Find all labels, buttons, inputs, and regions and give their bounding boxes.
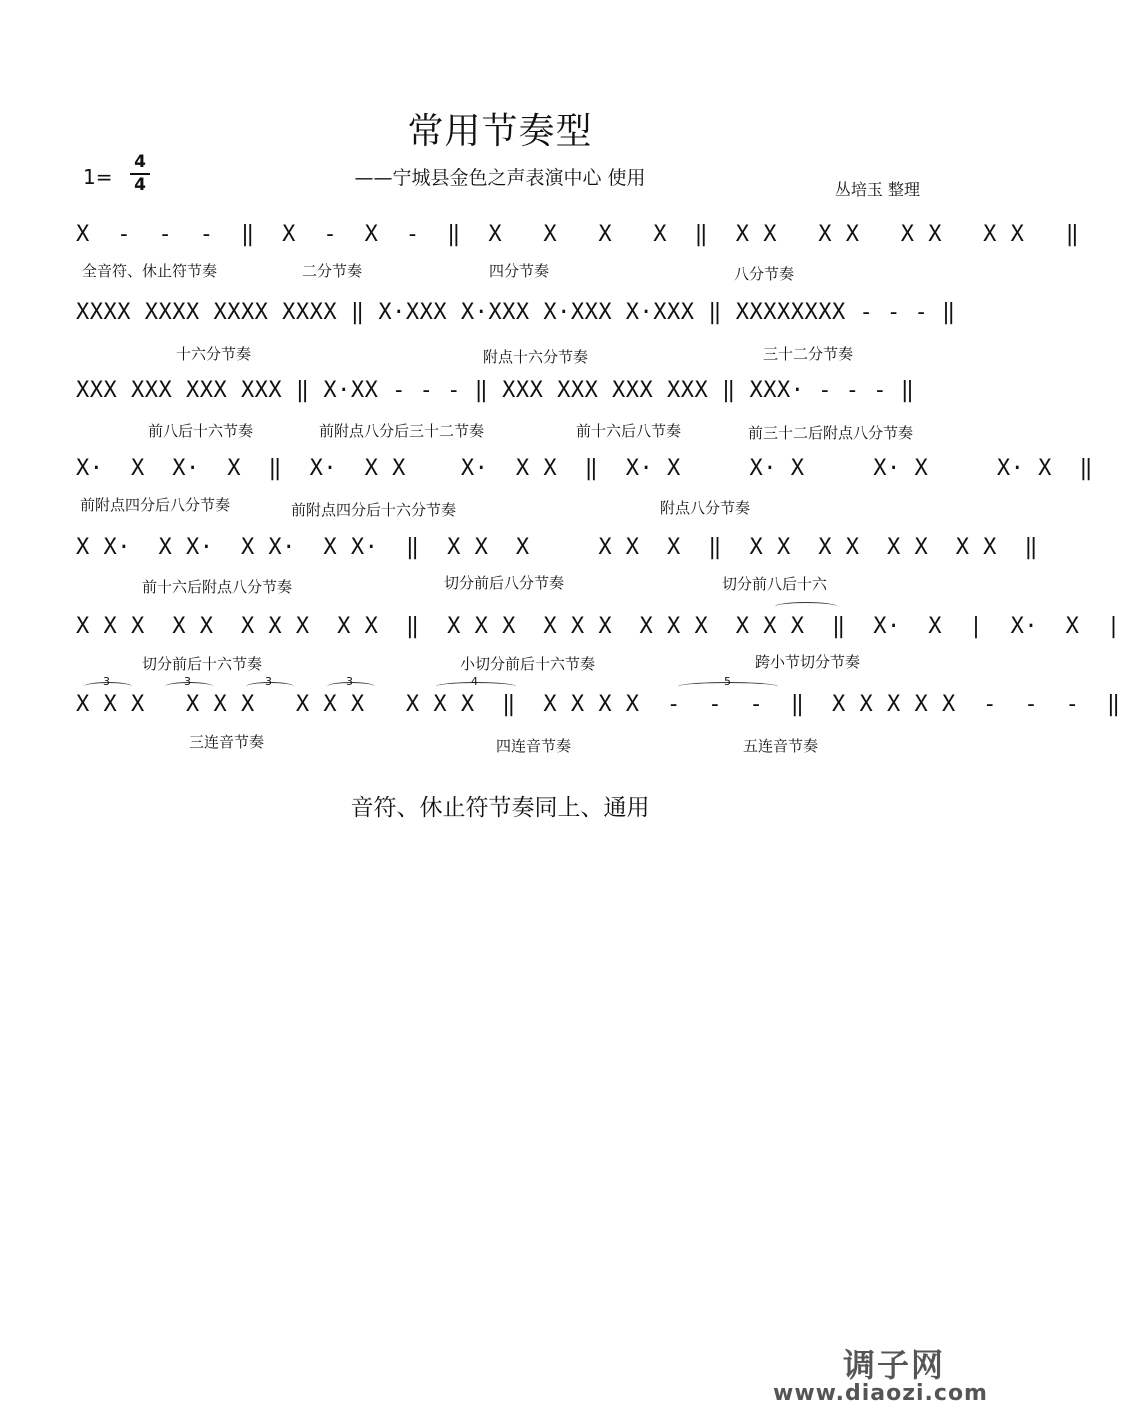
rhythm-label: 前十六后附点八分节奏 bbox=[142, 578, 293, 596]
notation-line: XXXX XXXX XXXX XXXX ‖ X·XXX X·XXX X·XXX X·XXX ‖ XXXXXXXX - - - ‖ bbox=[76, 300, 956, 325]
rhythm-label: 前附点四分后八分节奏 bbox=[80, 496, 231, 514]
rhythm-label: 四连音节奏 bbox=[496, 737, 572, 755]
notation-line: XXX XXX XXX XXX ‖ X·XX - - - ‖ XXX XXX XXX XXX ‖ XXX· - - - ‖ bbox=[76, 378, 915, 403]
rhythm-label: 二分节奏 bbox=[302, 262, 363, 280]
rhythm-label: 切分前后八分节奏 bbox=[444, 574, 565, 592]
watermark-url: www.diaozi.com bbox=[773, 1381, 988, 1406]
watermark-brand: 调子网 bbox=[842, 1346, 945, 1384]
rhythm-label: 附点八分节奏 bbox=[660, 499, 751, 517]
rhythm-label: 切分前八后十六 bbox=[722, 575, 828, 593]
rhythm-label: 跨小节切分节奏 bbox=[755, 653, 861, 671]
rhythm-label: 附点十六分节奏 bbox=[483, 348, 589, 366]
tuplet-number: 5 bbox=[724, 675, 731, 688]
key-signature: 1= bbox=[83, 165, 113, 189]
rhythm-label: 前八后十六节奏 bbox=[148, 422, 254, 440]
notation-line: X - - - ‖ X - X - ‖ X X X X ‖ X X X X X X X X ‖ bbox=[76, 222, 1080, 247]
cross-bar-tie bbox=[775, 602, 837, 611]
rhythm-label: 小切分前后十六节奏 bbox=[460, 655, 596, 673]
rhythm-label: 前三十二后附点八分节奏 bbox=[748, 424, 914, 442]
rhythm-label: 四分节奏 bbox=[489, 262, 550, 280]
tuplet-number: 3 bbox=[103, 675, 110, 688]
tuplet-number: 3 bbox=[265, 675, 272, 688]
footer-note: 音符、休止符节奏同上、通用 bbox=[350, 795, 650, 821]
notation-line: X X· X X· X X· X X· ‖ X X X X X X ‖ X X X X X X X X ‖ bbox=[76, 535, 1039, 560]
page-title: 常用节奏型 bbox=[407, 111, 593, 152]
notation-line: X X X X X X X X X X ‖ X X X X X X X X X X X X ‖ X· X | X· X | bbox=[76, 614, 1121, 639]
time-signature-top: 4 bbox=[134, 152, 146, 172]
time-signature-bottom: 4 bbox=[134, 175, 146, 195]
rhythm-label: 八分节奏 bbox=[734, 265, 795, 283]
notation-line: X X X X X X X X X X X X ‖ X X X X - - - ‖ X X X X X - - - ‖ bbox=[76, 692, 1121, 717]
rhythm-label: 十六分节奏 bbox=[176, 345, 252, 363]
rhythm-label: 前附点四分后十六分节奏 bbox=[291, 501, 457, 519]
rhythm-label: 全音符、休止符节奏 bbox=[82, 262, 218, 280]
tuplet-number: 3 bbox=[184, 675, 191, 688]
rhythm-label: 三连音节奏 bbox=[189, 733, 265, 751]
arranger-credit: 丛培玉 整理 bbox=[834, 180, 920, 199]
rhythm-label: 切分前后十六节奏 bbox=[142, 655, 263, 673]
tuplet-number: 3 bbox=[346, 675, 353, 688]
rhythm-label: 三十二分节奏 bbox=[763, 345, 854, 363]
notation-line: X· X X· X ‖ X· X X X· X X ‖ X· X X· X X· X X· X ‖ bbox=[76, 456, 1094, 481]
subtitle: ——宁城县金色之声表演中心 使用 bbox=[354, 167, 646, 189]
rhythm-label: 五连音节奏 bbox=[743, 737, 819, 755]
rhythm-label: 前十六后八节奏 bbox=[576, 422, 682, 440]
rhythm-label: 前附点八分后三十二节奏 bbox=[319, 422, 485, 440]
tuplet-number: 4 bbox=[471, 675, 478, 688]
